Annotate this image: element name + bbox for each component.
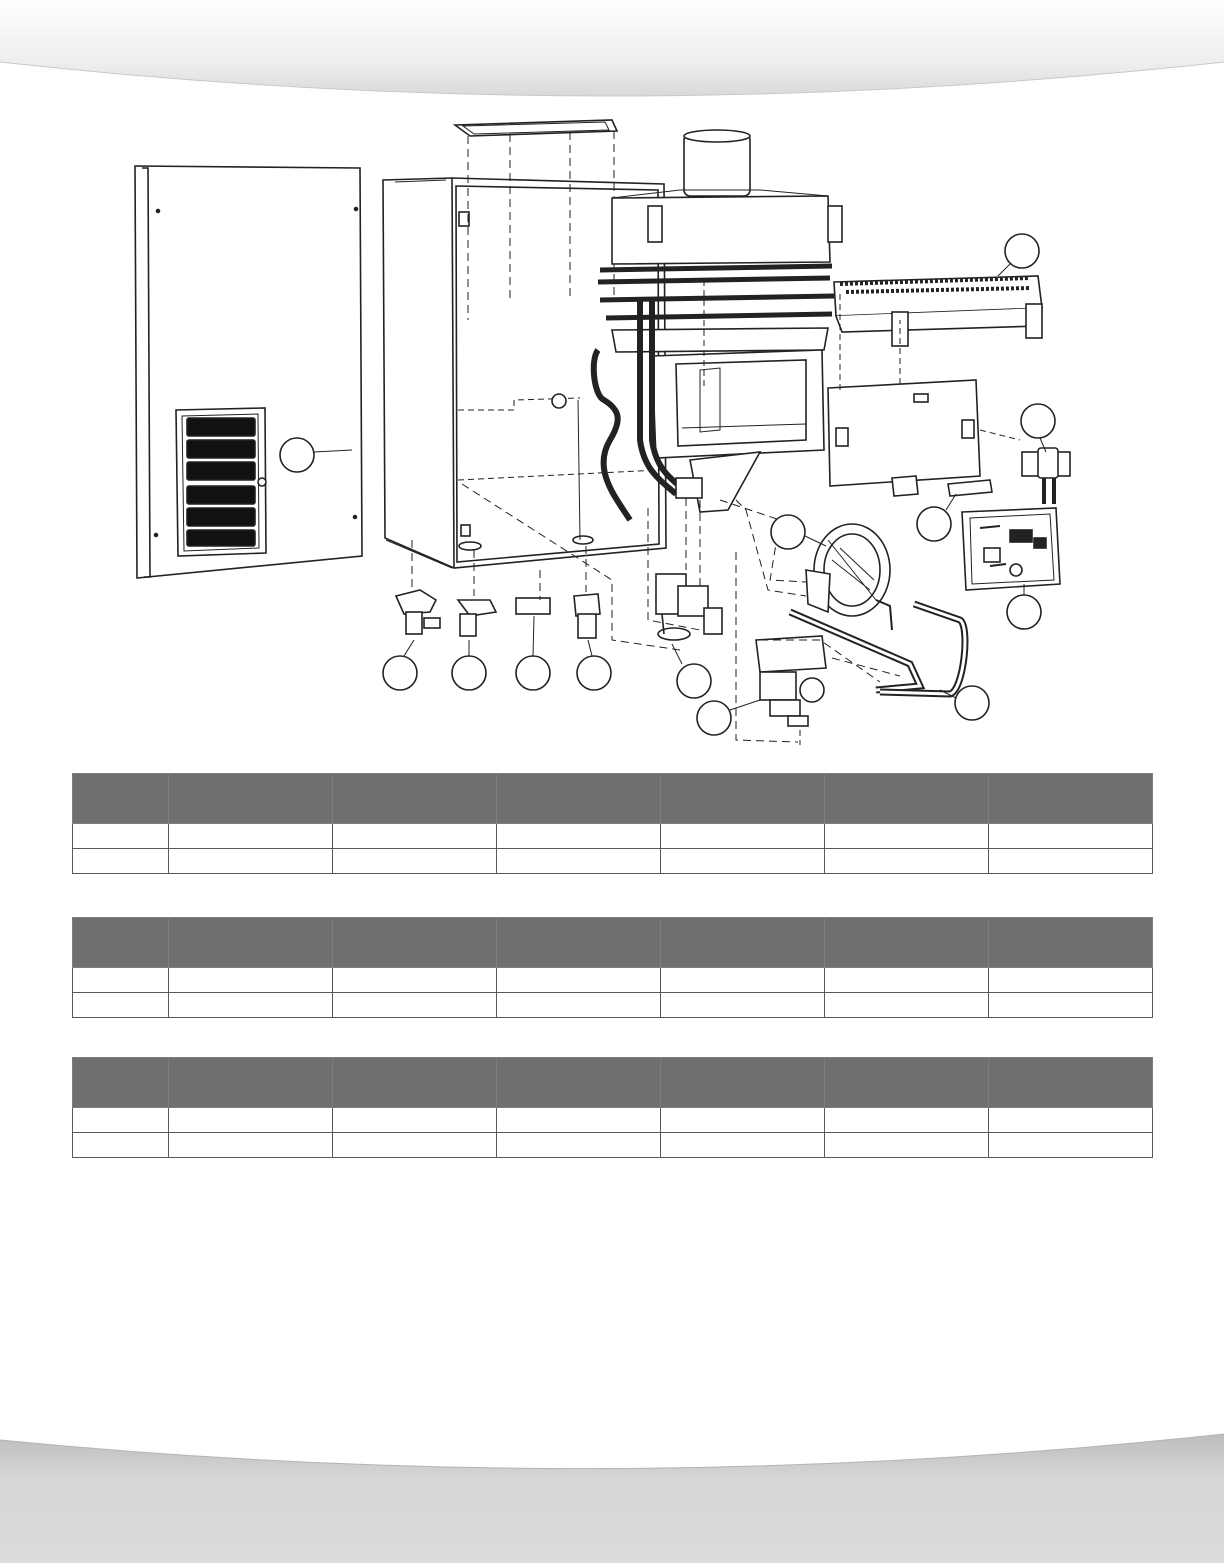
table-header-row <box>73 1058 1153 1108</box>
table-cell <box>825 849 989 874</box>
gas-valve <box>756 636 826 745</box>
table-header-cell <box>825 1058 989 1108</box>
table-cell <box>169 993 333 1018</box>
parts-table-3 <box>72 1057 1153 1158</box>
table-cell <box>825 1108 989 1133</box>
callout-12 <box>1021 404 1055 452</box>
control-board <box>962 508 1060 590</box>
burner-assembly <box>834 276 1042 346</box>
blower <box>806 524 892 630</box>
table-row <box>73 824 1153 849</box>
table-header-cell <box>497 1058 661 1108</box>
callout-7 <box>697 700 760 735</box>
table-header-cell <box>825 774 989 824</box>
table-cell <box>661 968 825 993</box>
table-cell <box>169 968 333 993</box>
table-header-cell <box>661 774 825 824</box>
table-header-cell <box>169 918 333 968</box>
table-header-cell <box>333 918 497 968</box>
table-cell <box>333 968 497 993</box>
callout-3 <box>452 640 486 690</box>
table-cell <box>661 993 825 1018</box>
callout-4 <box>516 616 550 690</box>
table-cell <box>169 1108 333 1133</box>
callout-13 <box>998 234 1039 276</box>
table-cell <box>333 1108 497 1133</box>
table-cell <box>989 849 1153 874</box>
table-header-cell <box>169 1058 333 1108</box>
table-row <box>73 968 1153 993</box>
table-cell <box>989 968 1153 993</box>
table-cell <box>497 968 661 993</box>
table-cell <box>73 1108 169 1133</box>
table-cell <box>497 993 661 1018</box>
table-cell <box>333 849 497 874</box>
table-cell <box>497 1133 661 1158</box>
table-cell <box>73 849 169 874</box>
table-cell <box>661 1108 825 1133</box>
table-row <box>73 1108 1153 1133</box>
table-cell <box>825 824 989 849</box>
table-cell <box>169 849 333 874</box>
table-cell <box>73 993 169 1018</box>
bottom-curved-band <box>0 1420 1224 1563</box>
water-valve <box>656 574 722 640</box>
table-cell <box>989 1108 1153 1133</box>
callout-5 <box>577 640 611 690</box>
table-cell <box>661 1133 825 1158</box>
table-header-row <box>73 918 1153 968</box>
table-cell <box>333 1133 497 1158</box>
table-cell <box>989 993 1153 1018</box>
callout-10 <box>917 494 956 541</box>
table-cell <box>825 968 989 993</box>
table-header-cell <box>333 774 497 824</box>
front-cover-panel <box>135 166 362 578</box>
table-cell <box>169 824 333 849</box>
table-cell <box>169 1133 333 1158</box>
table-header-cell <box>73 774 169 824</box>
table-header-cell <box>169 774 333 824</box>
table-header-cell <box>333 1058 497 1108</box>
table-cell <box>73 824 169 849</box>
table-row <box>73 993 1153 1018</box>
table-row <box>73 849 1153 874</box>
parts-table-2 <box>72 917 1153 1018</box>
table-header-cell <box>497 918 661 968</box>
table-cell <box>989 1133 1153 1158</box>
parts-table-1 <box>72 773 1153 874</box>
table-header-cell <box>73 918 169 968</box>
igniter <box>1022 448 1070 504</box>
table-cell <box>661 849 825 874</box>
exploded-parts-diagram <box>0 100 1224 760</box>
table-header-cell <box>661 1058 825 1108</box>
callout-11 <box>1007 584 1041 629</box>
table-cell <box>825 993 989 1018</box>
table-cell <box>661 824 825 849</box>
callout-2 <box>383 640 417 690</box>
table-cell <box>989 824 1153 849</box>
table-header-cell <box>497 774 661 824</box>
callout-8 <box>771 515 826 549</box>
table-header-cell <box>989 774 1153 824</box>
table-header-row <box>73 774 1153 824</box>
table-cell <box>333 993 497 1018</box>
table-header-cell <box>989 918 1153 968</box>
table-header-cell <box>73 1058 169 1108</box>
table-cell <box>73 968 169 993</box>
table-cell <box>497 824 661 849</box>
callout-6 <box>672 644 711 698</box>
table-cell <box>73 1133 169 1158</box>
top-curved-band <box>0 0 1224 110</box>
table-header-cell <box>989 1058 1153 1108</box>
table-cell <box>497 849 661 874</box>
table-row <box>73 1133 1153 1158</box>
table-cell <box>825 1133 989 1158</box>
table-header-cell <box>825 918 989 968</box>
table-cell <box>497 1108 661 1133</box>
table-header-cell <box>661 918 825 968</box>
fittings <box>396 590 600 638</box>
table-cell <box>333 824 497 849</box>
